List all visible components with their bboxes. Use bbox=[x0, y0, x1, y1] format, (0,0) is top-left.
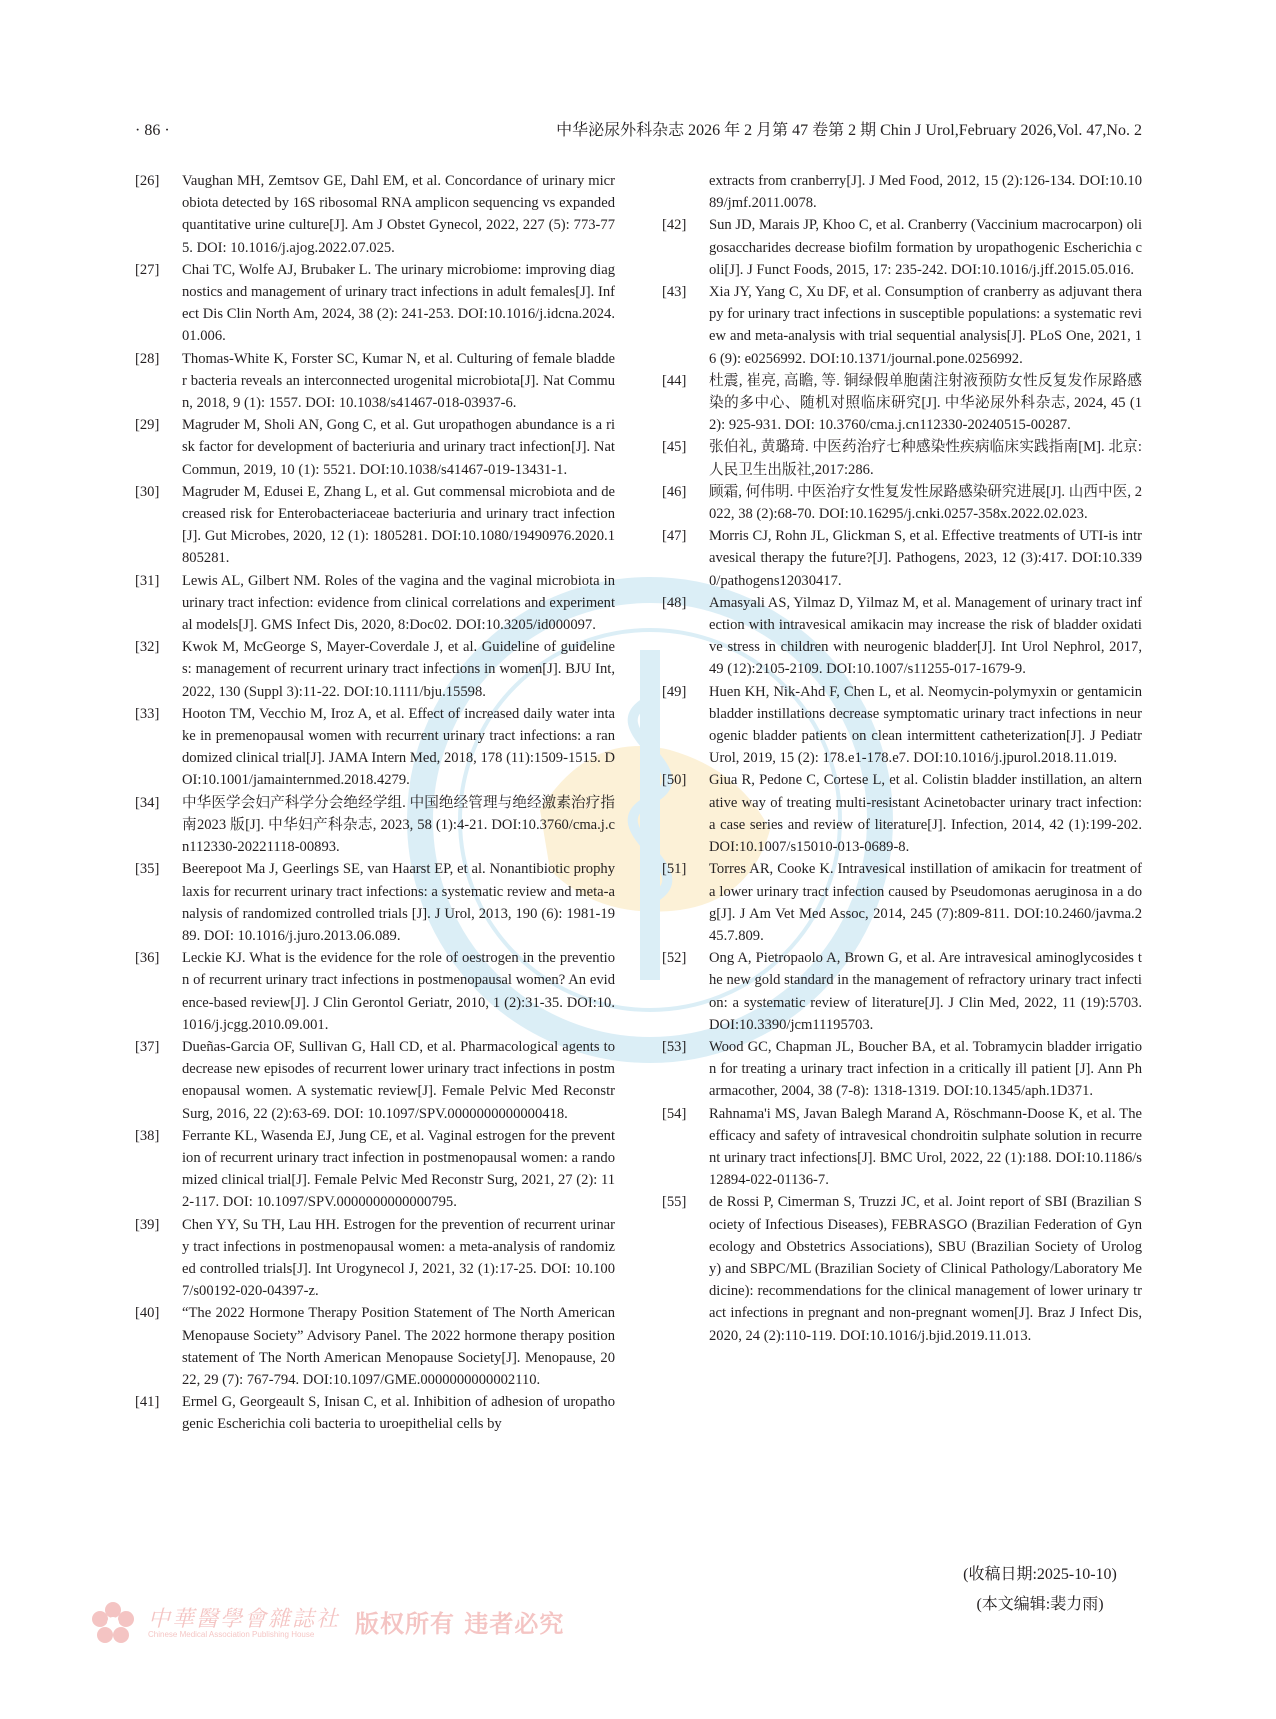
reference-number: [38] bbox=[135, 1127, 160, 1144]
reference-text: “The 2022 Hormone Therapy Position Statement of The North American Menopause Society” Advisory Panel. The 2022 hormone therapy position statement of The North American Menopause Society[J]. Menopause, 2022, 29 (7): 767-794. DOI:10.1097/GME.0000000000002110. bbox=[182, 1305, 615, 1388]
reference-item bbox=[662, 1103, 1142, 1192]
reference-text: Xia JY, Yang C, Xu DF, et al. Consumption of cranberry as adjuvant therapy for urinary tract infections in susceptible populations: a systematic review and meta-analysis with trial sequential analysis[J]. PLoS One, 2021, 16 (9): e0256992. DOI:10.1371/journal.pone.0256992. bbox=[709, 284, 1142, 367]
reference-number: [53] bbox=[662, 1038, 687, 1055]
reference-number: [39] bbox=[135, 1216, 160, 1233]
reference-item bbox=[135, 1125, 615, 1214]
reference-number: [46] bbox=[662, 483, 687, 500]
reference-number: [26] bbox=[135, 173, 160, 189]
reference-text: Kwok M, McGeorge S, Mayer-Coverdale J, et al. Guideline of guidelines: management of recurrent urinary tract infections in women[J]. BJU Int, 2022, 130 (Suppl 3):11-22. DOI:10.1111/bju.15598. bbox=[182, 639, 615, 700]
reference-item bbox=[135, 414, 615, 481]
reference-item bbox=[135, 636, 615, 703]
reference-item bbox=[662, 1191, 1142, 1346]
reference-number: [30] bbox=[135, 483, 160, 500]
reference-item bbox=[135, 1391, 615, 1435]
reference-text: Torres AR, Cooke K. Intravesical instillation of amikacin for treatment of a lower urinary tract infection caused by Pseudomonas aeruginosa in a dog[J]. J Am Vet Med Assoc, 2014, 245 (7):809-811. DOI:10.2460/javma.245.7.809. bbox=[709, 861, 1142, 944]
reference-text: Ong A, Pietropaolo A, Brown G, et al. Are intravesical aminoglycosides the new gold standard in the management of refractory urinary tract infection: a systematic review of literature[J]. J Clin Med, 2022, 11 (19):5703. DOI:10.3390/jcm11195703. bbox=[709, 950, 1142, 1033]
reference-item bbox=[135, 348, 615, 415]
editor-credit: (本文编辑:裴力雨) bbox=[976, 1596, 1104, 1613]
reference-item bbox=[662, 858, 1142, 947]
reference-item bbox=[662, 214, 1142, 281]
reference-item bbox=[662, 481, 1142, 525]
reference-item bbox=[135, 1036, 615, 1125]
publisher-name-cn: 中華醫學會雜誌社 bbox=[148, 1607, 341, 1632]
reference-number: [45] bbox=[662, 439, 687, 456]
received-info bbox=[940, 1560, 1140, 1620]
reference-text: extracts from cranberry[J]. J Med Food, 2012, 15 (2):126-134. DOI:10.1089/jmf.2011.0078. bbox=[709, 173, 1142, 212]
reference-item bbox=[662, 525, 1142, 592]
reference-number: [41] bbox=[135, 1394, 160, 1411]
reference-item bbox=[135, 170, 615, 259]
reference-text: Ermel G, Georgeault S, Inisan C, et al. Inhibition of adhesion of uropathogenic Escherichia coli bacteria to uroepithelial cells by bbox=[182, 1394, 615, 1433]
reference-item bbox=[135, 1214, 615, 1303]
reference-item bbox=[662, 370, 1142, 437]
journal-citation-line: 中华泌尿外科杂志 2026 年 2 月第 47 卷第 2 期 Chin J Urol,February 2026,Vol. 47,No. 2 bbox=[556, 122, 1142, 139]
reference-number: [47] bbox=[662, 528, 687, 545]
reference-text: Dueñas-Garcia OF, Sullivan G, Hall CD, et al. Pharmacological agents to decrease new episodes of recurrent lower urinary tract infections in postmenopausal women. A systematic review[J]. Female Pelvic Med Reconstr Surg, 2016, 22 (2):63-69. DOI: 10.1097/SPV.0000000000000418. bbox=[182, 1038, 615, 1122]
reference-number: [29] bbox=[135, 417, 160, 434]
reference-number: [27] bbox=[135, 261, 160, 278]
reference-number: [32] bbox=[135, 639, 160, 656]
reference-number: [43] bbox=[662, 284, 687, 301]
reference-item bbox=[135, 858, 615, 947]
reference-text: Vaughan MH, Zemtsov GE, Dahl EM, et al. Concordance of urinary microbiota detected by 16S ribosomal RNA amplicon sequencing vs expanded quantitative urine culture[J]. Am J Obstet Gynecol, 2022, 227 (5): 773-775. DOI: 10.1016/j.ajog.2022.07.025. bbox=[182, 173, 615, 256]
reference-text: 顾霜, 何伟明. 中医治疗女性复发性尿路感染研究进展[J]. 山西中医, 2022, 38 (2):68-70. DOI:10.16295/j.cnki.0257-358x.2022.02.023. bbox=[709, 483, 1142, 523]
reference-item bbox=[662, 1036, 1142, 1103]
reference-item bbox=[135, 947, 615, 1036]
reference-item bbox=[135, 259, 615, 348]
reference-number: [54] bbox=[662, 1105, 687, 1122]
reference-item bbox=[135, 792, 615, 859]
reference-number: [35] bbox=[135, 861, 160, 878]
reference-text: Chen YY, Su TH, Lau HH. Estrogen for the prevention of recurrent urinary tract infections in postmenopausal women: a meta-analysis of randomized controlled trials[J]. Int Urogynecol J, 2021, 32 (1):17-25. DOI: 10.1007/s00192-020-04397-z. bbox=[182, 1216, 615, 1300]
reference-item-continued bbox=[662, 170, 1142, 214]
reference-number: [55] bbox=[662, 1194, 687, 1211]
reference-text: Rahnama'i MS, Javan Balegh Marand A, Röschmann-Doose K, et al. The efficacy and safety of intravesical chondroitin sulphate solution in recurrent urinary tract infections[J]. BMC Urol, 2022, 22 (1):188. DOI:10.1186/s12894-022-01136-7. bbox=[709, 1105, 1142, 1189]
reference-text: Leckie KJ. What is the evidence for the role of oestrogen in the prevention of recurrent urinary tract infections in postmenopausal women? An evidence-based review[J]. J Clin Gerontol Geriatr, 2010, 1 (2):31-35. DOI:10.1016/j.jcgg.2010.09.001. bbox=[182, 950, 615, 1033]
reference-number: [33] bbox=[135, 705, 160, 722]
reference-number: [51] bbox=[662, 861, 687, 878]
reference-number: [52] bbox=[662, 950, 687, 967]
reference-column-right bbox=[662, 170, 1142, 1347]
reference-item bbox=[135, 570, 615, 637]
reference-item bbox=[135, 481, 615, 570]
reference-text: Hooton TM, Vecchio M, Iroz A, et al. Effect of increased daily water intake in premenopausal women with recurrent urinary tract infections: a randomized clinical trial[J]. JAMA Intern Med, 2018, 178 (11):1509-1515. DOI:10.1001/jamainternmed.2018.4279. bbox=[182, 705, 615, 789]
reference-text: Chai TC, Wolfe AJ, Brubaker L. The urinary microbiome: improving diagnostics and management of urinary tract infections in adult females[J]. Infect Dis Clin North Am, 2024, 38 (2): 241-253. DOI:10.1016/j.idcna.2024.01.006. bbox=[182, 261, 615, 345]
reference-item bbox=[662, 769, 1142, 858]
running-header bbox=[135, 118, 1142, 144]
reference-number: [36] bbox=[135, 950, 160, 967]
reference-text: Ferrante KL, Wasenda EJ, Jung CE, et al. Vaginal estrogen for the prevention of recurrent urinary tract infection in postmenopausal women: a randomized clinical trial[J]. Female Pelvic Med Reconstr Surg, 2021, 27 (2): 112-117. DOI: 10.1097/SPV.0000000000000795. bbox=[182, 1127, 615, 1211]
reference-item bbox=[135, 703, 615, 792]
reference-text: Huen KH, Nik-Ahd F, Chen L, et al. Neomycin-polymyxin or gentamicin bladder instillations decrease symptomatic urinary tract infections in neurogenic bladder patients on clean intermittent catheterization[J]. J Pediatr Urol, 2019, 15 (2): 178.e1-178.e7. DOI:10.1016/j.jpurol.2018.11.019. bbox=[709, 683, 1142, 767]
reference-number: [37] bbox=[135, 1038, 160, 1055]
reference-number: [50] bbox=[662, 772, 687, 789]
publisher-name-en: Chinese Medical Association Publishing House bbox=[148, 1630, 315, 1639]
reference-item bbox=[662, 592, 1142, 681]
received-date: (收稿日期:2025-10-10) bbox=[963, 1566, 1117, 1583]
reference-text: Sun JD, Marais JP, Khoo C, et al. Cranberry (Vaccinium macrocarpon) oligosaccharides decrease biofilm formation by uropathogenic Escherichia coli[J]. J Funct Foods, 2015, 17: 235-242. DOI:10.1016/j.jff.2015.05.016. bbox=[709, 217, 1142, 278]
publisher-footer bbox=[90, 1600, 610, 1646]
reference-number: [49] bbox=[662, 683, 687, 700]
reference-text: de Rossi P, Cimerman S, Truzzi JC, et al. Joint report of SBI (Brazilian Society of Infectious Diseases), FEBRASGO (Brazilian Federation of Gynecology and Obstetrics Associations), SBU (Brazilian Society of Urology) and SBPC/ML (Brazilian Society of Clinical Pathology/Laboratory Medicine): recommendations for the clinical management of lower urinary tract infections in pregnant and non-pregnant women[J]. Braz J Infect Dis, 2020, 24 (2):110-119. DOI:10.1016/j.bjid.2019.11.013. bbox=[709, 1194, 1142, 1344]
reference-text: 张伯礼, 黄璐琦. 中医药治疗七种感染性疾病临床实践指南[M]. 北京:人民卫生出版社,2017:286. bbox=[709, 439, 1142, 478]
publisher-flower-icon bbox=[90, 1600, 136, 1646]
reference-number: [28] bbox=[135, 350, 160, 367]
reference-text: Wood GC, Chapman JL, Boucher BA, et al. Tobramycin bladder irrigation for treating a urinary tract infection in a critically ill patient [J]. Ann Pharmacother, 2004, 38 (7-8): 1318-1319. DOI:10.1345/aph.1D371. bbox=[709, 1038, 1142, 1100]
reference-item bbox=[662, 947, 1142, 1036]
copyright-notice: 版权所有 违者必究 bbox=[355, 1610, 565, 1638]
reference-number: [40] bbox=[135, 1305, 160, 1322]
reference-text: 中华医学会妇产科学分会绝经学组. 中国绝经管理与绝经激素治疗指南2023 版[J]. 中华妇产科杂志, 2023, 58 (1):4-21. DOI:10.3760/cma.j.cn112330-20221118-00893. bbox=[182, 794, 615, 856]
reference-number: [34] bbox=[135, 794, 160, 811]
reference-item bbox=[662, 436, 1142, 480]
reference-item bbox=[662, 681, 1142, 770]
page-number: · 86 · bbox=[135, 122, 170, 139]
reference-number: [44] bbox=[662, 372, 687, 389]
reference-text: Magruder M, Edusei E, Zhang L, et al. Gut commensal microbiota and decreased risk for Enterobacteriaceae bacteriuria and urinary tract infection[J]. Gut Microbes, 2020, 12 (1): 1805281. DOI:10.1080/19490976.2020.1805281. bbox=[182, 483, 615, 567]
reference-number: [31] bbox=[135, 572, 160, 589]
reference-text: Thomas-White K, Forster SC, Kumar N, et al. Culturing of female bladder bacteria reveals an interconnected urogenital microbiota[J]. Nat Commun, 2018, 9 (1): 1557. DOI: 10.1038/s41467-018-03937-6. bbox=[182, 350, 615, 412]
reference-column-left bbox=[135, 170, 615, 1436]
reference-number: [48] bbox=[662, 594, 687, 611]
reference-text: Morris CJ, Rohn JL, Glickman S, et al. Effective treatments of UTI-is intravesical therapy the future?[J]. Pathogens, 2023, 12 (3):417. DOI:10.3390/pathogens12030417. bbox=[709, 528, 1142, 589]
reference-text: Giua R, Pedone C, Cortese L, et al. Colistin bladder instillation, an alternative way of treating multi-resistant Acinetobacter urinary tract infection: a case series and review of literature[J]. Infection, 2014, 42 (1):199-202. DOI:10.1007/s15010-013-0689-8. bbox=[709, 772, 1142, 856]
reference-item bbox=[135, 1302, 615, 1391]
reference-text: Lewis AL, Gilbert NM. Roles of the vagina and the vaginal microbiota in urinary tract infection: evidence from clinical correlations and experimental models[J]. GMS Infect Dis, 2020, 8:Doc02. DOI:10.3205/id000097. bbox=[182, 572, 615, 634]
reference-item bbox=[662, 281, 1142, 370]
reference-text: Amasyali AS, Yilmaz D, Yilmaz M, et al. Management of urinary tract infection with intravesical amikacin may increase the risk of bladder oxidative stress in children with neurogenic bladder[J]. Int Urol Nephrol, 2017, 49 (12):2105-2109. DOI:10.1007/s11255-017-1679-9. bbox=[709, 594, 1142, 678]
reference-text: 杜震, 崔亮, 高瞻, 等. 铜绿假单胞菌注射液预防女性反复发作尿路感染的多中心、随机对照临床研究[J]. 中华泌尿外科杂志, 2024, 45 (12): 925-931. DOI: 10.3760/cma.j.cn112330-20240515-00287. bbox=[709, 372, 1142, 434]
reference-text: Magruder M, Sholi AN, Gong C, et al. Gut uropathogen abundance is a risk factor for development of bacteriuria and urinary tract infection[J]. Nat Commun, 2019, 10 (1): 5521. DOI:10.1038/s41467-019-13431-1. bbox=[182, 417, 615, 478]
reference-text: Beerepoot Ma J, Geerlings SE, van Haarst EP, et al. Nonantibiotic prophylaxis for recurrent urinary tract infections: a systematic review and meta-analysis of randomized controlled trials [J]. J Urol, 2013, 190 (6): 1981-1989. DOI: 10.1016/j.juro.2013.06.089. bbox=[182, 861, 615, 944]
reference-number: [42] bbox=[662, 217, 687, 234]
